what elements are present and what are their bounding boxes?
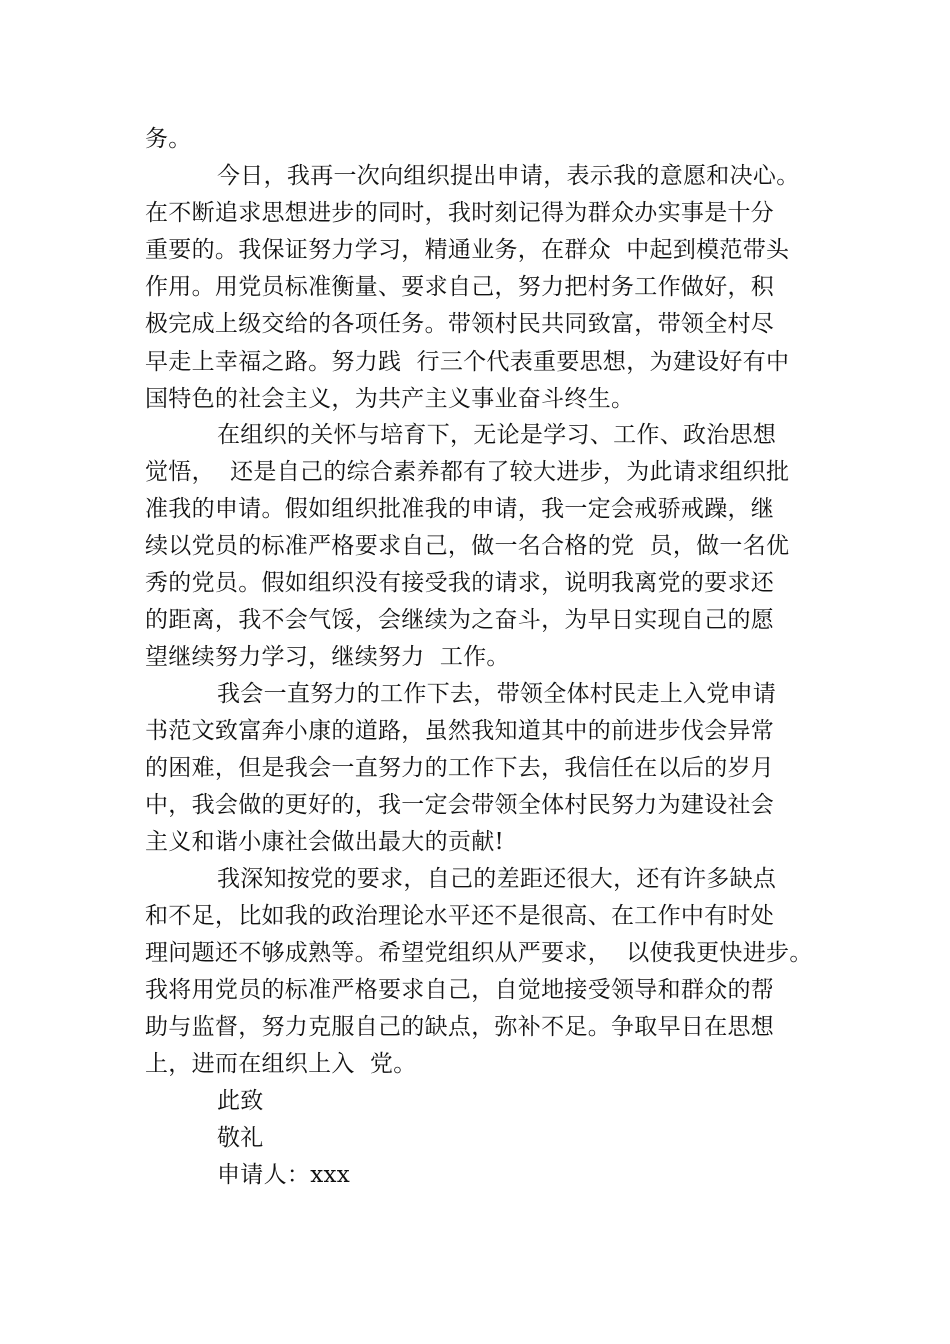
closing-line: 此致: [217, 1088, 264, 1114]
text-line: 主义和谐小康社会做出最大的贡献!: [145, 829, 505, 855]
text-line: 在不断追求思想进步的同时，我时刻记得为群众办实事是十分: [145, 200, 775, 226]
text-line: 望继续努力学习，继续努力 工作。: [145, 644, 510, 670]
text-line: 极完成上级交给的各项任务。带领村民共同致富，带领全村尽: [145, 311, 775, 337]
text-line: 务。: [145, 126, 192, 152]
text-line: 书范文致富奔小康的道路，虽然我知道其中的前进步伐会异常: [145, 718, 775, 744]
text-line: 今日，我再一次向组织提出申请，表示我的意愿和决心。: [217, 163, 800, 189]
text-line: 准我的申请。假如组织批准我的申请，我一定会戒骄戒躁，继: [145, 496, 775, 522]
text-line: 秀的党员。假如组织没有接受我的请求，说明我离党的要求还: [145, 570, 775, 596]
text-line: 国特色的社会主义，为共产主义事业奋斗终生。: [145, 386, 635, 412]
text-line: 中，我会做的更好的，我一定会带领全体村民努力为建设社会: [145, 792, 775, 818]
text-line: 的距离，我不会气馁，会继续为之奋斗，为早日实现自己的愿: [145, 607, 775, 633]
text-line: 上，进而在组织上入 党。: [145, 1051, 417, 1077]
text-line: 我会一直努力的工作下去，带领全体村民走上入党申请: [217, 681, 777, 707]
salutation-line: 敬礼: [217, 1125, 264, 1151]
text-line: 和不足，比如我的政治理论水平还不是很高、在工作中有时处: [145, 903, 775, 929]
text-line: 重要的。我保证努力学习，精通业务，在群众 中起到模范带头: [145, 237, 790, 263]
text-line: 我将用党员的标准严格要求自己，自觉地接受领导和群众的帮: [145, 977, 775, 1003]
text-line: 的困难，但是我会一直努力的工作下去，我信任在以后的岁月: [145, 755, 775, 781]
text-line: 在组织的关怀与培育下，无论是学习、工作、政治思想: [217, 422, 777, 448]
text-line: 我深知按党的要求，自己的差距还很大，还有许多缺点: [217, 866, 777, 892]
text-line: 早走上幸福之路。努力践 行三个代表重要思想，为建设好有中: [145, 349, 790, 375]
text-line: 理问题还不够成熟等。希望党组织从严要求， 以使我更快进步。: [145, 940, 813, 966]
text-line: 续以党员的标准严格要求自己，做一名合格的党 员，做一名优: [145, 533, 790, 559]
text-line: 作用。用党员标准衡量、要求自己，努力把村务工作做好，积: [145, 274, 775, 300]
text-line: 觉悟， 还是自己的综合素养都有了较大进步，为此请求组织批: [145, 459, 790, 485]
signature-line: 申请人：xxx: [217, 1162, 351, 1188]
text-line: 助与监督，努力克服自己的缺点，弥补不足。争取早日在思想: [145, 1014, 775, 1040]
